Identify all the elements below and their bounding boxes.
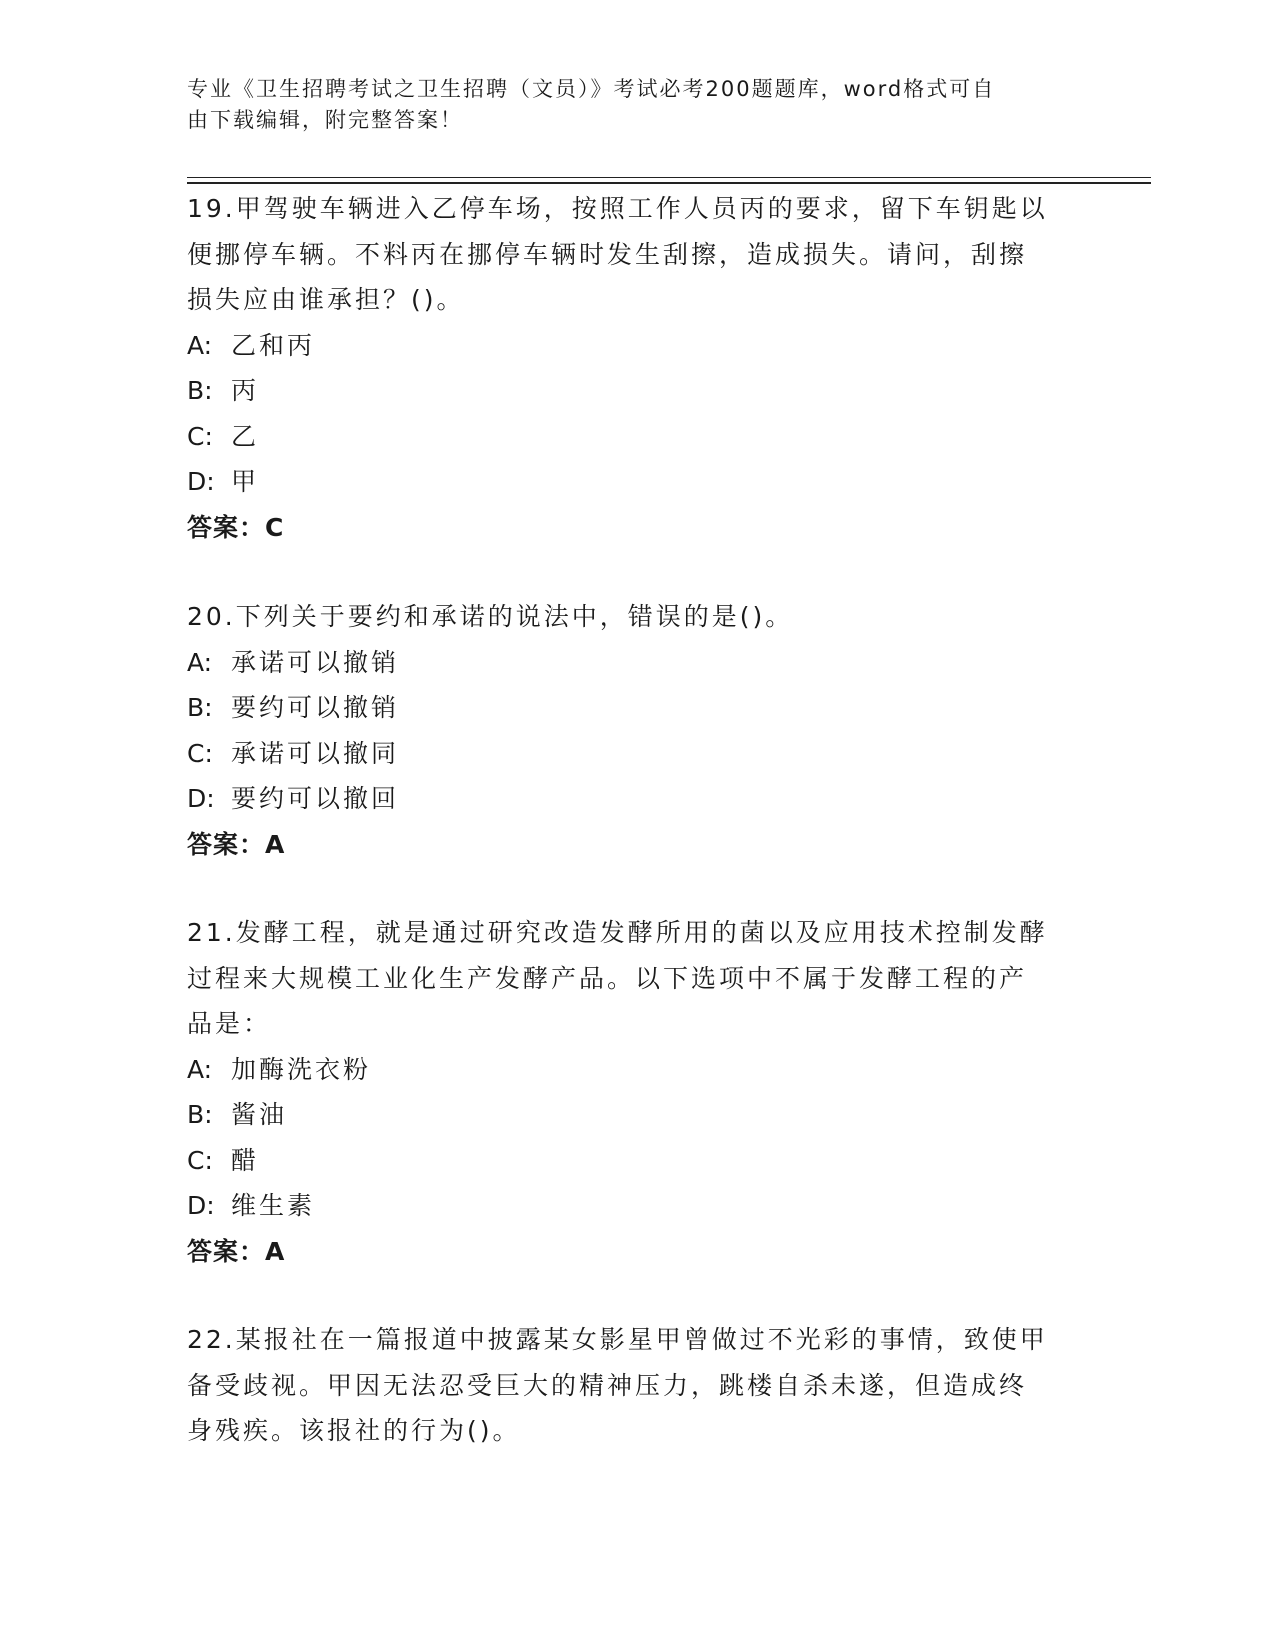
document-header — [187, 74, 1067, 136]
option-d — [187, 776, 1087, 822]
option-b — [187, 685, 1087, 731]
option-text: 要约可以撤回 — [231, 784, 400, 813]
option-text: 酱油 — [231, 1100, 288, 1129]
option-letter: D: — [187, 1191, 215, 1220]
option-text: 醋 — [231, 1145, 260, 1175]
question-stem-line: 19.甲驾驶车辆进入乙停车场，按照工作人员丙的要求，留下车钥匙以 — [187, 194, 1048, 223]
option-a — [187, 1047, 1087, 1093]
question-19 — [187, 186, 1087, 550]
option-d — [187, 459, 1087, 505]
option-text: 承诺可以撤销 — [231, 647, 400, 677]
option-letter: D: — [187, 784, 215, 813]
option-letter: C: — [187, 738, 213, 768]
option-c — [187, 1138, 1087, 1184]
question-stem-line: 身残疾。该报社的行为()。 — [187, 1416, 521, 1445]
option-a — [187, 323, 1087, 369]
option-letter: C: — [187, 1145, 213, 1175]
option-text: 要约可以撤销 — [231, 693, 400, 722]
answer-label: 答案：A — [187, 829, 286, 859]
question-stem-line: 20.下列关于要约和承诺的说法中，错误的是()。 — [187, 602, 794, 631]
question-stem-line: 损失应由谁承担？()。 — [187, 285, 465, 314]
option-c — [187, 414, 1087, 460]
option-letter: B: — [187, 376, 213, 405]
question-21 — [187, 910, 1087, 1274]
option-letter: A: — [187, 647, 213, 677]
option-letter: A: — [187, 330, 213, 360]
question-stem-line: 21.发酵工程，就是通过研究改造发酵所用的菌以及应用技术控制发酵 — [187, 918, 1048, 947]
option-letter: D: — [187, 467, 215, 496]
question-20 — [187, 594, 1087, 867]
option-text: 甲 — [231, 467, 260, 496]
option-d — [187, 1183, 1087, 1229]
option-text: 乙和丙 — [231, 330, 316, 360]
answer-label: 答案：C — [187, 512, 285, 542]
header-divider-thick — [187, 182, 1151, 184]
question-stem-line: 品是： — [187, 1009, 272, 1038]
option-text: 丙 — [231, 376, 260, 405]
option-text: 乙 — [231, 421, 260, 451]
header-line-2: 由下载编辑，附完整答案！ — [187, 108, 463, 132]
question-stem-line: 便挪停车辆。不料丙在挪停车辆时发生刮擦，造成损失。请问，刮擦 — [187, 239, 1028, 269]
option-a — [187, 640, 1087, 686]
question-stem-line: 22.某报社在一篇报道中披露某女影星甲曾做过不光彩的事情，致使甲 — [187, 1325, 1048, 1354]
question-stem-line: 备受歧视。甲因无法忍受巨大的精神压力，跳楼自杀未遂，但造成终 — [187, 1370, 1028, 1400]
option-b — [187, 1092, 1087, 1138]
option-c — [187, 731, 1087, 777]
option-b — [187, 368, 1087, 414]
option-text: 维生素 — [231, 1191, 316, 1220]
option-letter: C: — [187, 421, 213, 451]
header-line-1: 专业《卫生招聘考试之卫生招聘（文员）》考试必考200题题库，word格式可自 — [187, 77, 996, 101]
question-22 — [187, 1317, 1087, 1454]
option-text: 加酶洗衣粉 — [231, 1054, 372, 1084]
header-divider-thin — [187, 177, 1151, 178]
option-letter: B: — [187, 693, 213, 722]
option-text: 承诺可以撤同 — [231, 738, 400, 768]
question-stem-line: 过程来大规模工业化生产发酵产品。以下选项中不属于发酵工程的产 — [187, 963, 1028, 993]
answer-label: 答案：A — [187, 1236, 286, 1266]
option-letter: B: — [187, 1100, 213, 1129]
option-letter: A: — [187, 1054, 213, 1084]
